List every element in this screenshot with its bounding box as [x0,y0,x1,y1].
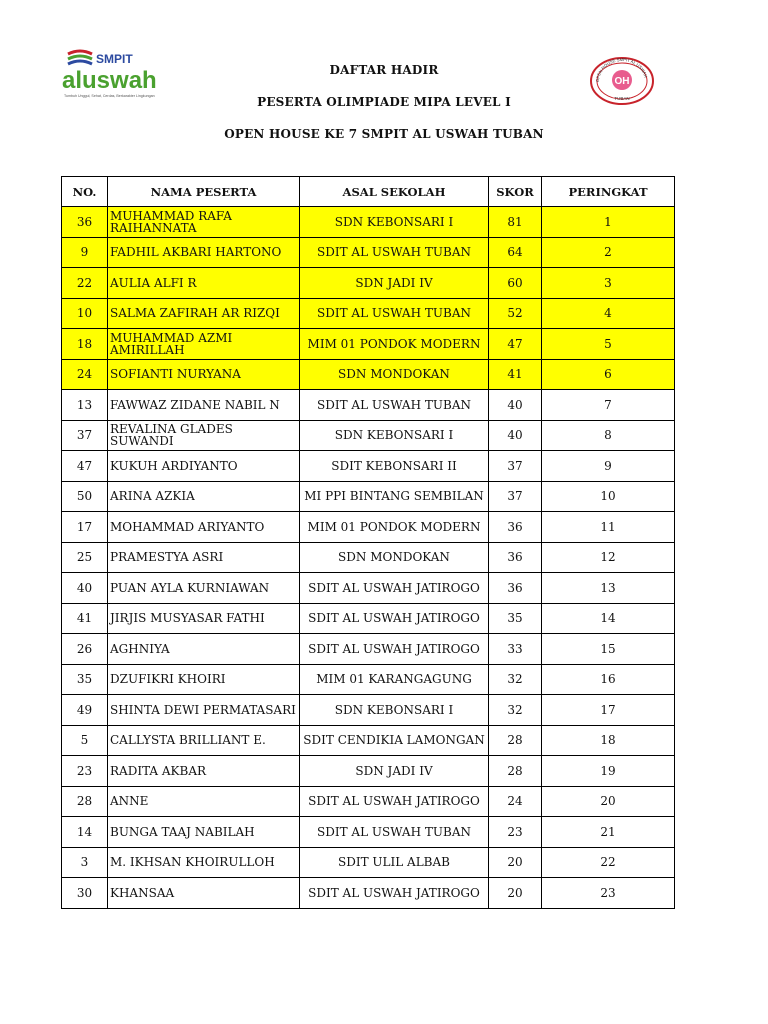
participant-score: 32 [489,664,542,695]
table-row [62,420,675,451]
participant-school: SDIT AL USWAH JATIROGO [300,634,489,665]
table-row [62,390,675,421]
participant-number: 5 [62,725,108,756]
participant-name: MUHAMMAD AZMI AMIRILLAH [108,329,300,360]
table-row [62,329,675,360]
participant-rank: 7 [542,390,675,421]
participant-name: DZUFIKRI KHOIRI [108,664,300,695]
participant-rank: 2 [542,237,675,268]
participant-number: 22 [62,268,108,299]
participant-name: KUKUH ARDIYANTO [108,451,300,482]
seal-bottom-text: TUBAN [614,96,630,101]
participant-school: SDIT AL USWAH TUBAN [300,390,489,421]
table-row [62,756,675,787]
participant-name: BUNGA TAAJ NABILAH [108,817,300,848]
open-house-seal [587,55,657,105]
participant-name: PUAN AYLA KURNIAWAN [108,573,300,604]
table-row [62,481,675,512]
participant-number: 28 [62,786,108,817]
participant-number: 47 [62,451,108,482]
participant-number: 41 [62,603,108,634]
seal-oh-text: OH [614,76,630,87]
participant-school: SDIT CENDIKIA LAMONGAN [300,725,489,756]
open-house-logo [587,55,657,105]
participant-school: SDIT AL USWAH JATIROGO [300,573,489,604]
participant-number: 23 [62,756,108,787]
participant-rank: 13 [542,573,675,604]
participant-rank: 10 [542,481,675,512]
participant-score: 64 [489,237,542,268]
participant-score: 36 [489,542,542,573]
table-row [62,725,675,756]
logo-aluswah-text: aluswah [62,67,157,94]
column-header-rank: PERINGKAT [542,177,675,207]
participant-score: 81 [489,207,542,238]
participant-rank: 8 [542,420,675,451]
participant-name: ANNE [108,786,300,817]
participant-score: 24 [489,786,542,817]
participant-number: 50 [62,481,108,512]
participant-school: SDN JADI IV [300,268,489,299]
participant-school: SDIT AL USWAH TUBAN [300,817,489,848]
participant-number: 25 [62,542,108,573]
table-row [62,298,675,329]
participant-name: FADHIL AKBARI HARTONO [108,237,300,268]
table-row [62,359,675,390]
participant-score: 33 [489,634,542,665]
participant-name: JIRJIS MUSYASAR FATHI [108,603,300,634]
participant-rank: 18 [542,725,675,756]
participant-score: 23 [489,817,542,848]
table-row [62,237,675,268]
header-subtitle: PESERTA OLIMPIADE MIPA LEVEL I [257,95,511,109]
participant-rank: 4 [542,298,675,329]
participant-school: SDIT AL USWAH JATIROGO [300,878,489,909]
participant-school: SDN KEBONSARI I [300,420,489,451]
header-event: OPEN HOUSE KE 7 SMPIT AL USWAH TUBAN [224,127,544,141]
participant-score: 37 [489,481,542,512]
table-row [62,634,675,665]
participant-school: SDN MONDOKAN [300,359,489,390]
table-row [62,847,675,878]
participant-school: SDIT AL USWAH TUBAN [300,237,489,268]
participant-number: 35 [62,664,108,695]
participant-score: 41 [489,359,542,390]
participant-number: 17 [62,512,108,543]
logo-smpit-text: SMPIT [96,52,133,66]
table-row [62,542,675,573]
participant-name: RADITA AKBAR [108,756,300,787]
participant-number: 49 [62,695,108,726]
participant-rank: 19 [542,756,675,787]
participant-name: SOFIANTI NURYANA [108,359,300,390]
participant-number: 37 [62,420,108,451]
participant-name: SALMA ZAFIRAH AR RIZQI [108,298,300,329]
participant-number: 13 [62,390,108,421]
participant-school: SDIT AL USWAH JATIROGO [300,786,489,817]
participant-table [61,176,675,909]
participant-name: AULIA ALFI R [108,268,300,299]
participant-score: 35 [489,603,542,634]
participant-score: 28 [489,756,542,787]
participant-rank: 20 [542,786,675,817]
column-header-school: ASAL SEKOLAH [300,177,489,207]
participant-rank: 14 [542,603,675,634]
table-row [62,573,675,604]
participant-rank: 22 [542,847,675,878]
participant-rank: 11 [542,512,675,543]
table-row [62,817,675,848]
participant-number: 24 [62,359,108,390]
participant-score: 36 [489,573,542,604]
participant-number: 18 [62,329,108,360]
participant-score: 20 [489,878,542,909]
participant-score: 36 [489,512,542,543]
participant-school: SDN KEBONSARI I [300,695,489,726]
participant-rank: 9 [542,451,675,482]
participant-school: MIM 01 PONDOK MODERN [300,329,489,360]
participant-number: 26 [62,634,108,665]
participant-name: M. IKHSAN KHOIRULLOH [108,847,300,878]
participant-name: KHANSAA [108,878,300,909]
participant-rank: 5 [542,329,675,360]
participant-rank: 23 [542,878,675,909]
participant-name: ARINA AZKIA [108,481,300,512]
participant-rank: 21 [542,817,675,848]
participant-name: MOHAMMAD ARIYANTO [108,512,300,543]
seal-ring-text: OPEN HOUSE SMPIT AL USWAH [594,56,649,83]
table-row [62,786,675,817]
participant-school: SDIT KEBONSARI II [300,451,489,482]
column-header-name: NAMA PESERTA [108,177,300,207]
participant-number: 40 [62,573,108,604]
table-row [62,664,675,695]
participant-school: SDN MONDOKAN [300,542,489,573]
participant-school: MIM 01 PONDOK MODERN [300,512,489,543]
participant-score: 37 [489,451,542,482]
table-row [62,603,675,634]
table-row [62,268,675,299]
participant-name: AGHNIYA [108,634,300,665]
participant-rank: 1 [542,207,675,238]
participant-rank: 12 [542,542,675,573]
participant-score: 28 [489,725,542,756]
participant-score: 32 [489,695,542,726]
table-row [62,451,675,482]
participant-number: 14 [62,817,108,848]
participant-name: PRAMESTYA ASRI [108,542,300,573]
participant-rank: 15 [542,634,675,665]
participant-school: SDN KEBONSARI I [300,207,489,238]
participant-name: REVALINA GLADES SUWANDI [108,420,300,451]
column-header-no: NO. [62,177,108,207]
table-header-row [62,177,675,207]
participant-score: 52 [489,298,542,329]
table-row [62,878,675,909]
table-row [62,207,675,238]
header-title: DAFTAR HADIR [329,63,439,77]
participant-school: SDN JADI IV [300,756,489,787]
participant-score: 20 [489,847,542,878]
participant-score: 60 [489,268,542,299]
participant-number: 30 [62,878,108,909]
participant-school: SDIT AL USWAH TUBAN [300,298,489,329]
participant-number: 10 [62,298,108,329]
participant-rank: 16 [542,664,675,695]
participant-name: CALLYSTA BRILLIANT E. [108,725,300,756]
participant-rank: 3 [542,268,675,299]
participant-number: 3 [62,847,108,878]
participant-school: SDIT ULIL ALBAB [300,847,489,878]
participant-score: 47 [489,329,542,360]
participant-school: MIM 01 KARANGAGUNG [300,664,489,695]
logo-tagline: Tumbuh Unggul, Sehat, Cerdas, Berkarakter Lingkungan [64,94,155,98]
participant-rank: 6 [542,359,675,390]
participant-school: SDIT AL USWAH JATIROGO [300,603,489,634]
participant-school: MI PPI BINTANG SEMBILAN [300,481,489,512]
participant-name: FAWWAZ ZIDANE NABIL N [108,390,300,421]
participant-score: 40 [489,420,542,451]
participant-score: 40 [489,390,542,421]
table-row [62,512,675,543]
table-row [62,695,675,726]
participant-number: 36 [62,207,108,238]
participant-rank: 17 [542,695,675,726]
column-header-score: SKOR [489,177,542,207]
participant-name: SHINTA DEWI PERMATASARI [108,695,300,726]
participant-name: MUHAMMAD RAFA RAIHANNATA [108,207,300,238]
participant-number: 9 [62,237,108,268]
table-body [62,207,675,909]
